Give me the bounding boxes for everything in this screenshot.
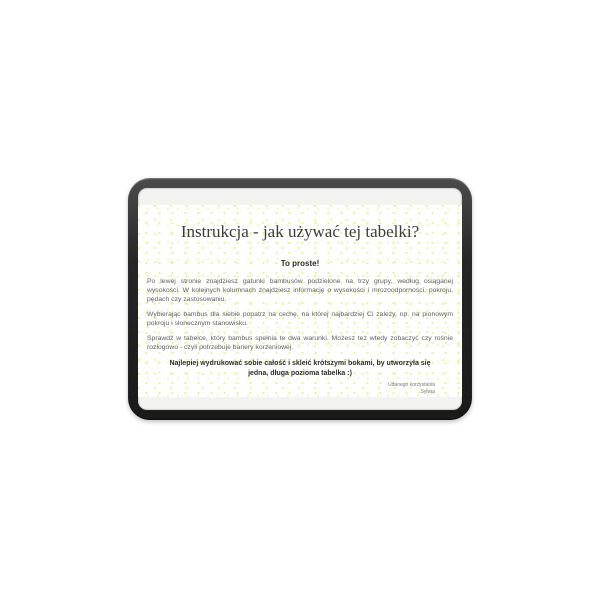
closing-note: Najlepiej wydrukować sobie całość i skleić krótszymi bokami, by utworzyła się jedna, długa pozioma tabelka :) — [169, 360, 431, 377]
signature-block — [147, 382, 435, 395]
document-page — [138, 205, 462, 397]
tablet-screen — [138, 188, 462, 410]
paragraph-overview: Po lewej stronie znajdziesz gatunki bambusów podzielone na trzy grupy, według osiąganej wysokości. W kolejnych kolumnach znajdziesz informację o wysokości i mrozoodporności, pokroju, pędach czy zastosowaniu. — [147, 278, 453, 303]
intro-heading: To proste! — [280, 259, 320, 268]
page-title: Instrukcja - jak używać tej tabelki? — [180, 222, 420, 241]
paragraph-choosing: Wybierając bambus dla siebie popatrz na cechę, na której najbardziej Ci zależy, np. na pionowym pokroju i słonecznym stanowisku. — [147, 311, 453, 327]
signature-author: Sylwia — [420, 388, 435, 395]
signature-wish: Udanego korzystania — [388, 382, 435, 388]
paragraph-checking: Sprawdź w tabelce, który bambus spełnia te dwa warunki. Możesz też wtedy zobaczyć czy rośnie rozłogowo - czyli potrzebuje bariery korzeniowej. — [147, 335, 453, 351]
tablet-device-frame — [128, 178, 472, 420]
